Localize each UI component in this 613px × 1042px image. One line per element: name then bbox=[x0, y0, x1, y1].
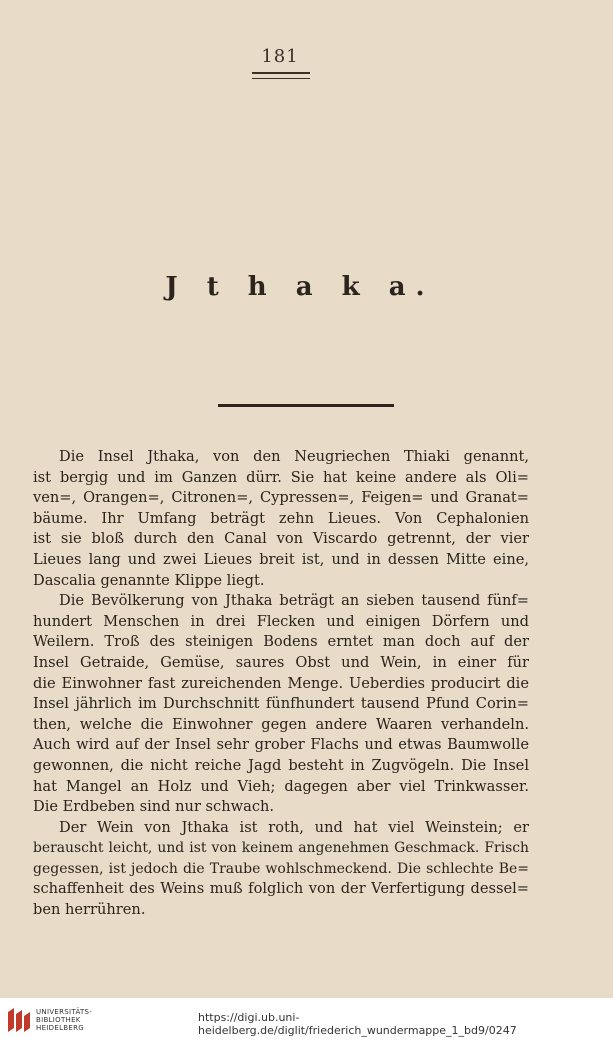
text-line: hat Mangel an Holz und Vieh; dagegen aber viel Trinkwasser. bbox=[33, 777, 529, 795]
text-line: Dascalia genannte Klippe liegt. bbox=[33, 571, 265, 589]
viewer-footer bbox=[0, 998, 613, 1042]
text-line: Die Insel Jthaka, von den Neugriechen Thiaki genannt, bbox=[59, 448, 529, 465]
text-line: hundert Menschen in drei Flecken und einigen Dörfern und bbox=[33, 612, 529, 630]
title-divider bbox=[218, 404, 394, 407]
text-line: schaffenheit des Weins muß folglich von der Verfertigung dessel= bbox=[33, 880, 529, 898]
text-line: Der Wein von Jthaka ist roth, und hat viel Weinstein; er bbox=[59, 818, 529, 836]
text-line: Lieues lang und zwei Lieues breit ist, und in dessen Mitte eine, bbox=[33, 550, 529, 568]
text-line: gegessen, ist jedoch die Traube wohlschmeckend. Die schlechte Be= bbox=[33, 860, 529, 877]
institution-line: BIBLIOTHEK bbox=[36, 1016, 81, 1024]
text-line: Auch wird auf der Insel sehr grober Flachs und etwas Baumwolle bbox=[33, 736, 529, 754]
text-line: ist bergig und im Ganzen dürr. Sie hat keine andere als Oli= bbox=[33, 468, 529, 486]
chapter-title: J t h a k a. bbox=[165, 272, 435, 302]
text-line: gewonnen, die nicht reiche Jagd besteht in Zugvögeln. Die Insel bbox=[33, 756, 529, 774]
text-line: bäume. Ihr Umfang beträgt zehn Lieues. Von Cephalonien bbox=[33, 509, 529, 527]
institution-line: HEIDELBERG bbox=[36, 1024, 84, 1032]
text-line: then, welche die Einwohner gegen andere Waaren verhandeln. bbox=[33, 715, 529, 733]
institution-line: UNIVERSITÄTS- bbox=[36, 1008, 93, 1016]
text-line: ven=, Orangen=, Citronen=, Cypressen=, Feigen= und Granat= bbox=[33, 489, 529, 507]
source-url-link[interactable]: https://digi.ub.uni-heidelberg.de/diglit/friederich_wundermappe_1_bd9/0247 bbox=[198, 1011, 517, 1037]
text-line: berauscht leicht, und ist von keinem angenehmen Geschmack. Frisch bbox=[33, 840, 529, 857]
text-line: die Einwohner fast zureichenden Menge. Ueberdies producirt die bbox=[33, 674, 529, 692]
institution-name bbox=[36, 1008, 92, 1032]
text-line: Die Bevölkerung von Jthaka beträgt an sieben tausend fünf= bbox=[59, 592, 529, 610]
text-line: Insel Getraide, Gemüse, saures Obst und Wein, in einer für bbox=[33, 653, 529, 671]
body-text bbox=[33, 447, 529, 921]
text-line: Insel jährlich im Durchschnitt fünfhundert tausend Pfund Corin= bbox=[33, 695, 529, 713]
page-number-rule bbox=[252, 72, 310, 79]
text-line: ben herrühren. bbox=[33, 901, 146, 919]
text-line: Die Erdbeben sind nur schwach. bbox=[33, 798, 275, 816]
university-library-logo-icon[interactable] bbox=[6, 1006, 32, 1034]
text-line: ist sie bloß durch den Canal von Viscardo getrennt, der vier bbox=[33, 530, 529, 548]
page-number: 181 bbox=[261, 46, 299, 67]
text-line: Weilern. Troß des steinigen Bodens erntet man doch auf der bbox=[33, 633, 529, 651]
